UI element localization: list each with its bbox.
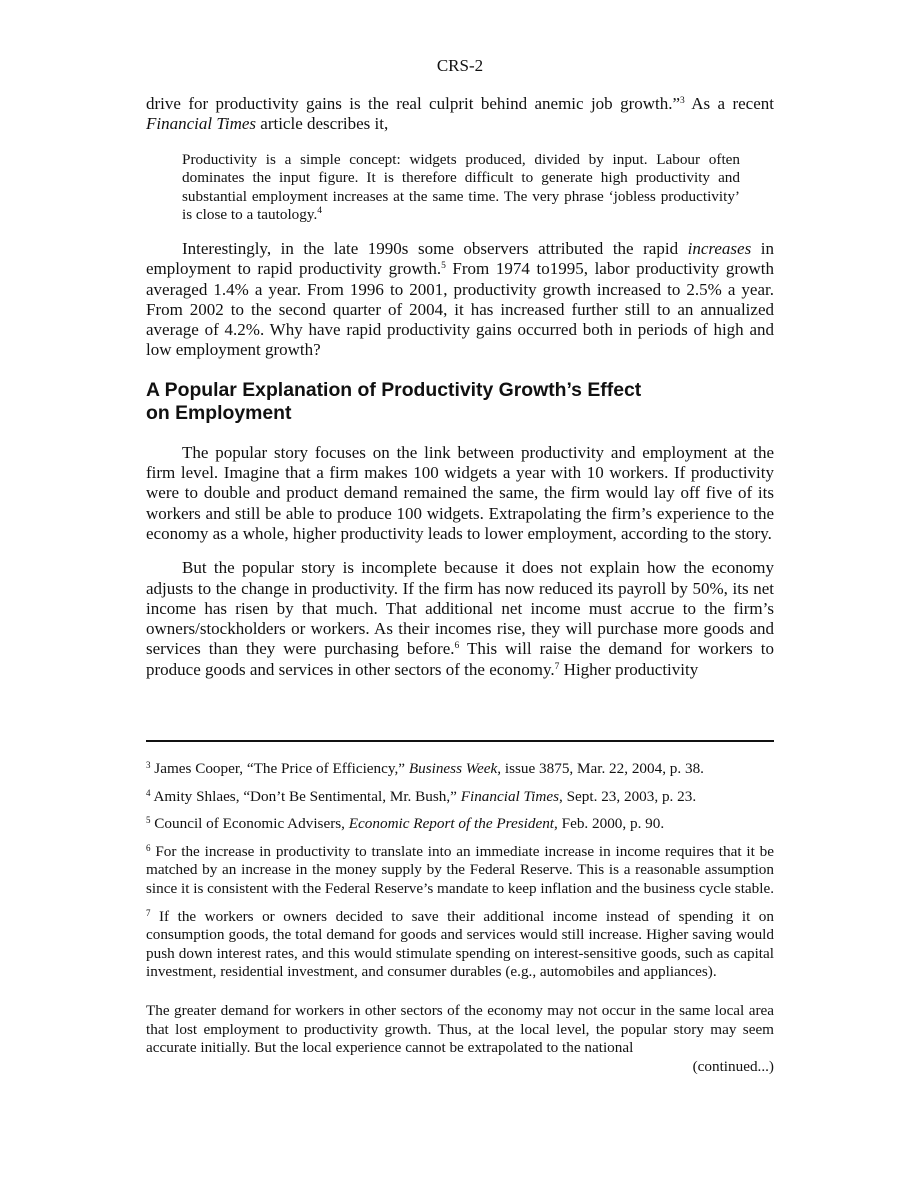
- text-run: From 1974 to1995, labor productivity growth averaged 1.4% a year. From 1996 to 2001, productivity growth increased to 2.5% a year. From 2002 to the second quarter of 2004, it has increased further still to an annualized average of 4.2%. Why have rapid productivity gains occurred both in periods of high and low employment growth?: [146, 259, 774, 360]
- footnote-text: For the increase in productivity to translate into an immediate increase in income requires that it be matched by an increase in the money supply by the Federal Reserve. This is a reasonable assumption since it is consistent with the Federal Reserve’s mandate to keep inflation and the business cycle stable.: [146, 842, 775, 897]
- emphasis: increases: [687, 238, 752, 258]
- page-number-header: CRS-2: [436, 56, 484, 75]
- footnote-number: 3: [146, 760, 151, 770]
- footnote-4: [146, 788, 774, 807]
- text-run: drive for productivity gains is the real culprit behind anemic job growth.”: [146, 94, 681, 113]
- footnote-number: 6: [146, 842, 151, 853]
- main-text: [146, 94, 774, 680]
- text-run: , Feb. 2000, p. 90.: [554, 815, 665, 833]
- footnote-ref-3[interactable]: 3: [680, 96, 685, 106]
- continued-marker: (continued...): [692, 1057, 774, 1075]
- footnote-7-continuation: The greater demand for workers in other sectors of the economy may not occur in the same local area that lost employment to productivity growth. Thus, at the local level, the popular story may seem accurate initially. But the local experience cannot be extrapolated to the national: [146, 1001, 774, 1057]
- publication-title: Business Week: [408, 760, 498, 777]
- paragraph-continuation: [146, 94, 774, 135]
- footnote-number: 4: [146, 787, 151, 798]
- block-quote: [182, 151, 740, 225]
- footnote-5: [146, 815, 774, 834]
- text-run: This will raise the demand for workers to produce goods and services in other sectors of the economy.: [146, 639, 775, 679]
- footnote-separator: [146, 740, 774, 742]
- text-run: in employment to rapid productivity growth.: [146, 238, 774, 279]
- text-run: But the popular story is incomplete because it does not explain how the economy adjusts to the change in productivity. If the firm has now reduced its payroll by 50%, its net income has risen by that much. That additional net income must accrue to the firm’s owners/stockholders or workers. As their incomes rise, they will purchase more goods and services than they were purchasing before.: [146, 558, 774, 659]
- paragraph-interestingly: [146, 239, 774, 361]
- footnote-3: [146, 760, 774, 779]
- paragraph-popular-story: The popular story focuses on the link between productivity and employment at the firm level. Imagine that a firm makes 100 widgets a year with 10 workers. If productivity were to double and product demand remained the same, the firm would lay off five of its workers and still be able to produce 100 widgets. Extrapolating the firm’s experience to the economy as a whole, higher productivity leads to lower employment, according to the story.: [146, 442, 774, 543]
- publication-title: Financial Times: [460, 787, 559, 805]
- footnote-ref-7[interactable]: 7: [554, 661, 560, 672]
- text-run: As a recent: [684, 94, 774, 113]
- footnote-text: If the workers or owners decided to save their additional income instead of spending it on consumption goods, the total demand for goods and services would still increase. Higher saving would push down interest rates, and this would stimulate spending on interest-sensitive goods, such as capital investment, residential investment, and consumer durables (e.g., automobiles and appliances).: [146, 907, 774, 981]
- text-run: Council of Economic Advisers,: [150, 815, 349, 833]
- footnote-ref-6[interactable]: 6: [454, 641, 460, 652]
- footnote-6: [146, 843, 774, 899]
- text-run: Higher productivity: [559, 659, 699, 679]
- text-run: article describes it,: [256, 114, 389, 134]
- heading-line-1: A Popular Explanation of Productivity Growth’s Effect: [146, 378, 642, 401]
- quote-text: Productivity is a simple concept: widgets produced, divided by input. Labour often dominates the input figure. It is therefore difficult to generate high productivity and substantial employment increases at the same time. The very phrase ‘jobless productivity’ is close to a tautology.: [182, 150, 740, 224]
- footnote-number: 5: [146, 815, 151, 826]
- footnotes-section: [146, 760, 774, 1076]
- publication-title: Economic Report of the President: [348, 815, 555, 833]
- text-run: , Sept. 23, 2003, p. 23.: [559, 787, 697, 805]
- paragraph-incomplete-story: [146, 558, 774, 680]
- footnote-ref-4[interactable]: 4: [317, 206, 323, 217]
- publication-title: Financial Times: [146, 114, 257, 134]
- footnote-ref-5[interactable]: 5: [441, 261, 446, 272]
- text-run: Interestingly, in the late 1990s some observers attributed the rapid: [182, 238, 688, 258]
- footnote-7: [146, 908, 774, 982]
- text-run: James Cooper, “The Price of Efficiency,”: [150, 760, 409, 777]
- text-run: Amity Shlaes, “Don’t Be Sentimental, Mr. Bush,”: [150, 787, 461, 805]
- footnote-number: 7: [146, 907, 151, 918]
- section-heading: [146, 379, 774, 425]
- text-run: , issue 3875, Mar. 22, 2004, p. 38.: [497, 760, 704, 777]
- heading-line-2: on Employment: [146, 401, 292, 424]
